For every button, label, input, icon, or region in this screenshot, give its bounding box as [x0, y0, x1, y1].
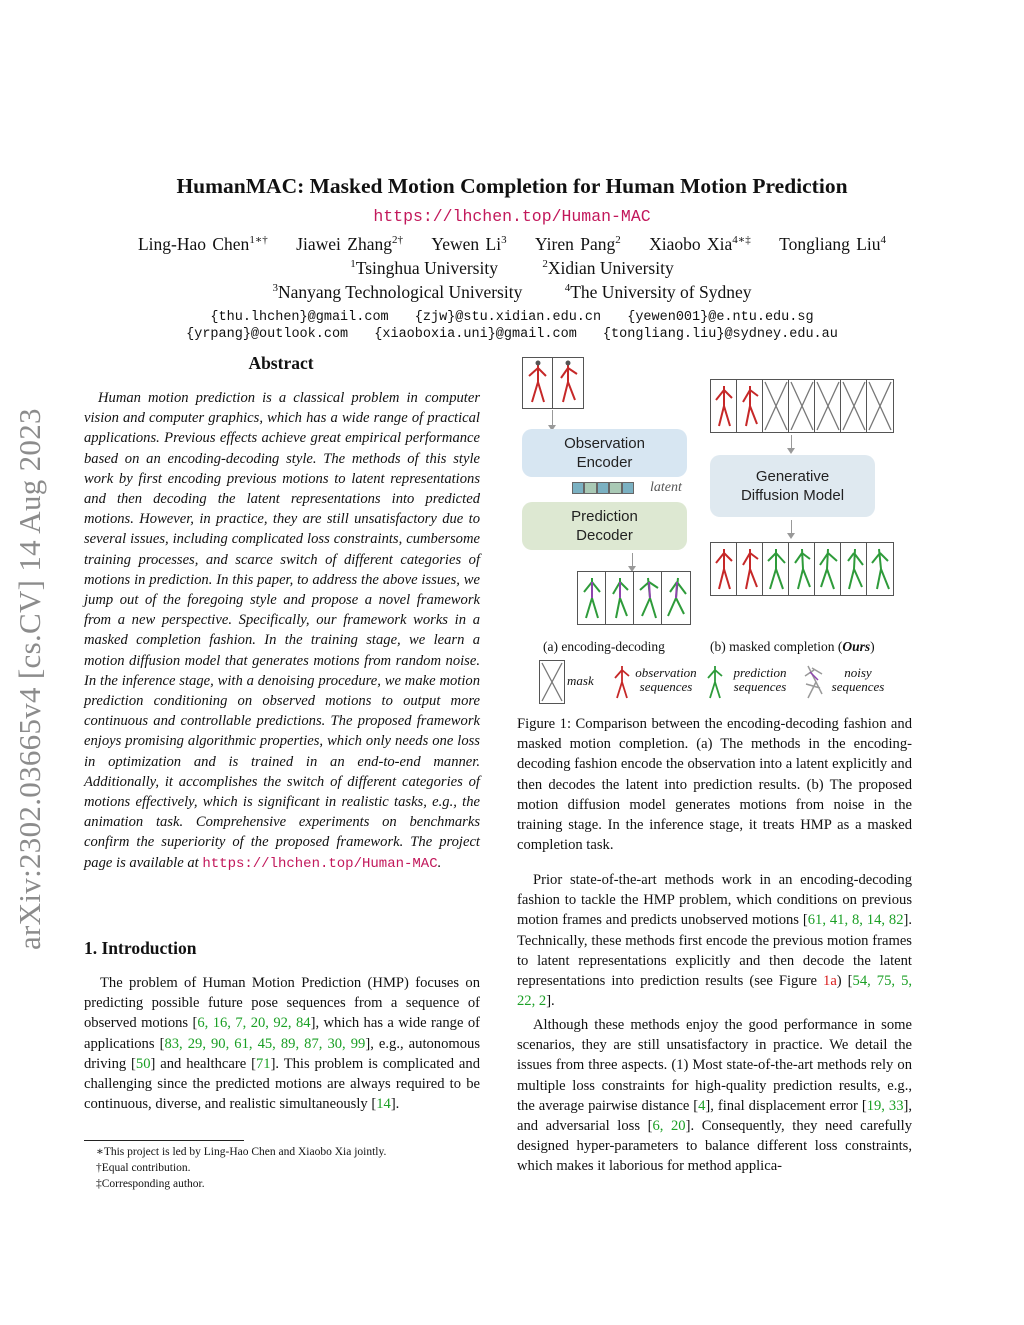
prediction-frame — [788, 542, 816, 596]
legend-observation-skeleton-icon — [612, 662, 632, 702]
mask-frame — [840, 379, 868, 433]
emails-row-2 — [0, 327, 1024, 342]
prediction-frame — [814, 542, 842, 596]
prediction-skeleton-icon — [841, 543, 867, 595]
prediction-frame — [577, 571, 607, 625]
prediction-skeleton-icon — [867, 543, 893, 595]
observation-skeleton-icon — [737, 543, 763, 595]
abstract-project-link[interactable]: https://lhchen.top/Human-MAC — [202, 855, 438, 872]
mask-cross-icon — [841, 380, 867, 432]
email: {xiaoboxia.uni}@gmail.com — [374, 327, 577, 342]
author: Ling-Hao Chen$^{1∗\dagger}$ — [137, 234, 268, 254]
mask-cross-icon — [815, 380, 841, 432]
author-list — [0, 234, 1024, 255]
observation-encoder-box: Observation Encoder — [522, 429, 687, 477]
arxiv-stamp: arXiv:2302.03665v4 [cs.CV] 14 Aug 2023 — [12, 408, 47, 950]
latent-vector-icon — [572, 482, 634, 494]
citation-links[interactable]: 54, 75, 5, 22, 2 — [517, 973, 913, 1010]
abstract-heading: Abstract — [248, 353, 314, 373]
prediction-skeleton-icon — [634, 572, 662, 624]
author: Tongliang Liu$^4$ — [779, 234, 887, 254]
observation-skeleton-icon — [553, 358, 583, 408]
footnote-rule — [84, 1140, 244, 1141]
mask-frame — [814, 379, 842, 433]
figure-ref-link[interactable]: 1a — [823, 973, 837, 990]
prediction-skeleton-icon — [578, 572, 606, 624]
observation-frame — [710, 379, 738, 433]
project-url-link[interactable]: https://lhchen.top/Human-MAC — [373, 207, 651, 226]
figure-1 — [517, 352, 917, 712]
legend-observation-label: observation sequences — [635, 665, 697, 694]
footnote: ∗This project is led by Ling-Hao Chen and Xiaobo Xia jointly. — [96, 1146, 387, 1158]
email: {yrpang}@outlook.com — [186, 327, 349, 342]
author: Xiaobo Xia$^{4∗\ddagger}$ — [649, 234, 751, 254]
footnote: ‡Corresponding author. — [96, 1178, 205, 1190]
citation-links[interactable]: 61, 41, 8, 14, 82 — [807, 912, 904, 929]
intro-paragraph-2: Prior state-of-the-art methods work in an encoding-decoding fashion to tackle the HMP problem, which conditions on previous motion frames and predicts unobserved motions [61, 41, 8, 14, 82]. Technically, these methods first encode the previous motion frames to latent representations explicitly and then decode the latent representations into prediction results (see Figure 1a) [54, 75, 5, 22, 2]. — [517, 872, 913, 1010]
observation-frame — [552, 357, 584, 409]
legend-prediction-skeleton-icon — [705, 662, 725, 702]
emails-row-1 — [0, 310, 1024, 325]
affiliation: $^4$The University of Sydney — [564, 282, 752, 302]
observation-skeleton-icon — [711, 380, 737, 432]
email: {thu.lhchen}@gmail.com — [210, 310, 389, 325]
legend-prediction-label: prediction sequences — [733, 665, 787, 694]
observation-skeleton-icon — [711, 543, 737, 595]
legend-mask-icon — [539, 660, 565, 704]
legend-mask-label: mask — [567, 673, 594, 688]
intro-paragraph-1: The problem of Human Motion Prediction (HMP) focuses on predicting possible future pose sequences from a sequence of observed motions [6, 16, 7, 20, 92, 84], which has a wide range of applications [83, 29, 90, 61, 45, 89, 87, 30, 99], e.g., autonomous driving [50] and healthcare [71]. This problem is complicated and challenging since the predicted motions are always required to be continuous, diverse, and realistic simultaneously [14]. — [84, 975, 481, 1113]
intro-paragraph-3: Although these methods enjoy the good performance in some scenarios, they are still unsatisfactory in practice. We detail the issues from three aspects. (1) Most state-of-the-art methods rely on multiple loss constraints for high-quality prediction results, e.g., the average pairwise distance [4], final displacement error [19, 33], and adversarial loss [6, 20]. Consequently, they need carefully designed hyper-parameters to balance different loss constraints, which makes it laborious for method applica- — [517, 1017, 913, 1175]
prediction-frame — [840, 542, 868, 596]
affiliation: $^2$Xidian University — [542, 258, 674, 278]
arrow-icon — [791, 520, 792, 534]
paper-title: HumanMAC: Masked Motion Completion for Human Motion Prediction — [176, 174, 848, 198]
author: Jiawei Zhang$^{2\dagger}$ — [296, 234, 403, 254]
citation-links[interactable]: 4 — [698, 1097, 706, 1114]
arrow-icon — [791, 435, 792, 449]
section-heading-introduction: 1. Introduction — [84, 938, 197, 958]
citation-links[interactable]: 14 — [376, 1096, 391, 1113]
prediction-frame — [866, 542, 894, 596]
generative-diffusion-model-box: Generative Diffusion Model — [710, 455, 875, 517]
observation-frame — [736, 542, 764, 596]
prediction-frame — [605, 571, 635, 625]
subfigure-label-a: (a) encoding-decoding — [543, 639, 665, 654]
email: {tongliang.liu}@sydney.edu.au — [602, 327, 838, 342]
citation-links[interactable]: 6, 16, 7, 20, 92, 84 — [197, 1015, 311, 1032]
affiliation: $^3$Nanyang Technological University — [272, 282, 523, 302]
citation-links[interactable]: 71 — [255, 1055, 271, 1072]
arrow-icon — [632, 553, 633, 567]
prediction-skeleton-icon — [789, 543, 815, 595]
prediction-skeleton-icon — [606, 572, 634, 624]
author: Yewen Li$^3$ — [431, 234, 507, 254]
abstract-body: Human motion prediction is a classical problem in computer vision and computer graphics, which has a wide range of practical applications. Previous effects achieve great empirical performance based on an encoding-decoding style. The methods of this style work by first encoding previous motions to latent representations and then decoding the latent representations into predicted motions. However, in practice, they are still unsatisfactory due to several issues, including complicated loss constraints, cumbersome training processes, and scarce switch of different categories of motions in prediction. In this paper, to address the above issues, we jump out of the foregoing style and propose a novel framework from a new perspective. Specifically, our framework works in a masked completion fashion. In the training stage, we learn a motion diffusion model that generates motions from random noise. In the inference stage, with a denoising procedure, we make motion prediction conditioning on observed motions to output more continuous and controllable predictions. The proposed framework enjoys promising algorithmic properties, which only needs one loss in optimization and is trained in an end-to-end manner. Additionally, it accomplishes the switch of different categories of motions effectively, which is significant in realistic tasks, e.g., the animation task. Comprehensive experiments on benchmarks confirm the superiority of the proposed framework. The project page is available at https://lhchen.top/Human-MAC. — [84, 390, 480, 872]
mask-cross-icon — [763, 380, 789, 432]
latent-label: latent — [650, 480, 682, 495]
email: {yewen001}@e.ntu.edu.sg — [627, 310, 814, 325]
legend-noisy-skeleton-icon — [802, 662, 826, 702]
affiliation: $^1$Tsinghua University — [350, 258, 498, 278]
prediction-frame — [661, 571, 691, 625]
author: Yiren Pang$^2$ — [534, 234, 621, 254]
mask-frame — [788, 379, 816, 433]
observation-skeleton-icon — [737, 380, 763, 432]
legend-noisy-label: noisy sequences — [831, 665, 885, 694]
observation-frame — [522, 357, 554, 409]
observation-skeleton-icon — [523, 358, 553, 408]
observation-frame — [710, 542, 738, 596]
mask-frame — [762, 379, 790, 433]
prediction-skeleton-icon — [662, 572, 690, 624]
arrow-icon — [552, 410, 553, 426]
prediction-skeleton-icon — [815, 543, 841, 595]
prediction-frame — [762, 542, 790, 596]
mask-cross-icon — [867, 380, 893, 432]
subfigure-label-b: (b) masked completion (Ours) — [710, 639, 875, 654]
citation-links[interactable]: 50 — [135, 1055, 151, 1072]
citation-links[interactable]: 6, 20 — [652, 1118, 686, 1135]
mask-cross-icon — [789, 380, 815, 432]
observation-frame — [736, 379, 764, 433]
figure-1-caption: Figure 1: Comparison between the encoding-decoding fashion and masked motion completion. (a) The methods in the encoding-decoding fashion encode the observation into a latent explicitly and then decodes the latent into prediction results. (b) The proposed motion diffusion model generates motions from noise in the training stage. In the inference stage, it treats HMP as a masked completion task. — [517, 716, 912, 854]
prediction-decoder-box: Prediction Decoder — [522, 502, 687, 550]
prediction-skeleton-icon — [763, 543, 789, 595]
affiliations-row-2 — [0, 282, 1024, 303]
prediction-frame — [633, 571, 663, 625]
mask-frame — [866, 379, 894, 433]
affiliations-row-1 — [0, 258, 1024, 279]
citation-links[interactable]: 83, 29, 90, 61, 45, 89, 87, 30, 99 — [164, 1035, 366, 1052]
citation-links[interactable]: 19, 33 — [866, 1097, 904, 1114]
email: {zjw}@stu.xidian.edu.cn — [414, 310, 602, 325]
footnote: †Equal contribution. — [96, 1162, 191, 1174]
